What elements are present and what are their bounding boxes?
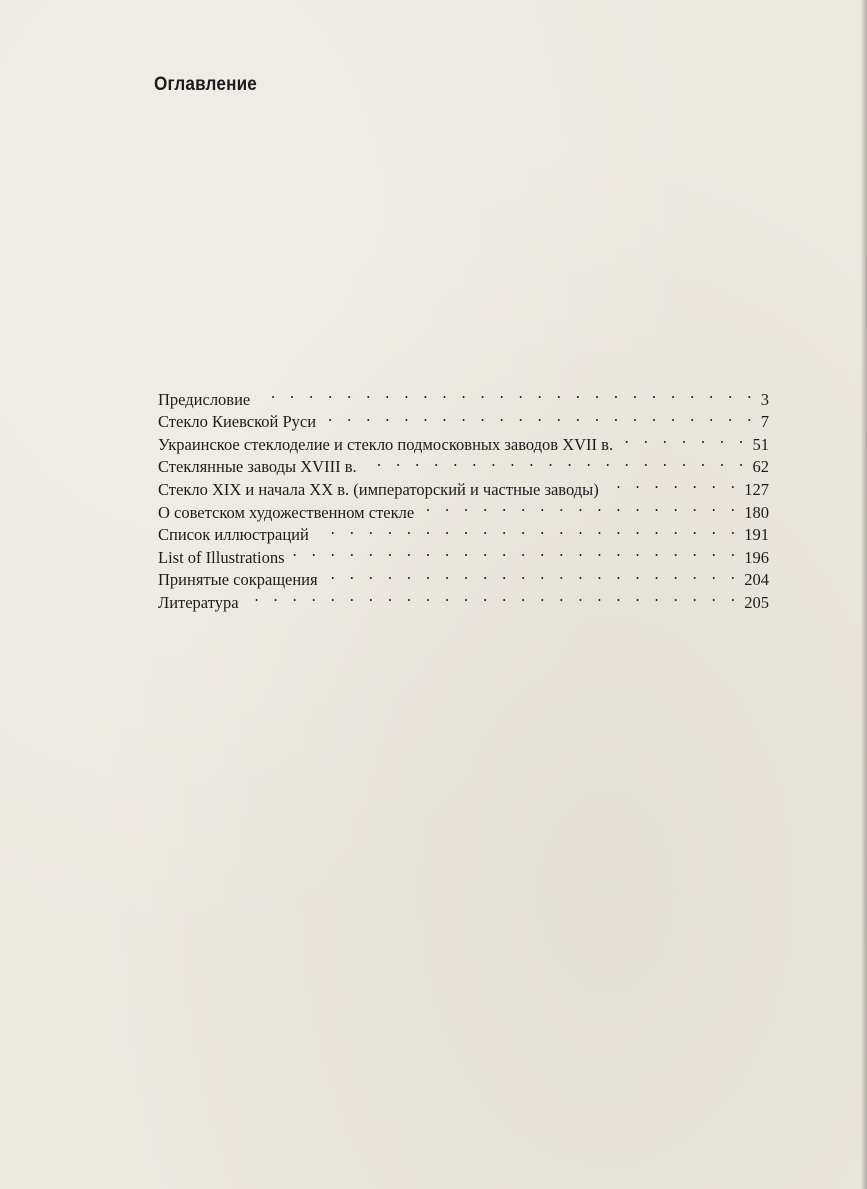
toc-entry-title: Стекло XIX и начала XX в. (императорский и частные заводы) <box>158 479 599 499</box>
toc-dot-leader <box>619 427 748 450</box>
toc-entry-preface <box>158 382 769 409</box>
toc-dot-leader <box>363 450 749 473</box>
toc-dot-leader <box>291 540 741 563</box>
toc-entry-title: Предисловие <box>158 389 251 409</box>
toc-entry-page: 180 <box>744 502 769 522</box>
toc-dot-leader <box>315 518 740 541</box>
toc-entry-title: Украинское стеклоделие и стекло подмосковных заводов XVII в. <box>158 434 614 454</box>
toc-entry-title: Стекло Киевской Руси <box>158 412 317 432</box>
toc-entry-page: 127 <box>744 479 769 499</box>
toc-entry-literature <box>158 585 769 612</box>
toc-entry-page: 204 <box>744 570 769 590</box>
toc-entry-title: Стеклянные заводы XVIII в. <box>158 457 357 477</box>
page-title: Оглавление <box>154 74 257 95</box>
toc-dot-leader <box>324 563 741 586</box>
toc-dot-leader <box>322 405 757 428</box>
toc-entry-page: 51 <box>752 434 769 454</box>
toc-entry-title: О советском художественном стекле <box>158 502 415 522</box>
toc-entry-title: Литература <box>158 592 239 612</box>
toc-dot-leader <box>605 472 741 495</box>
toc-dot-leader <box>245 585 741 608</box>
table-of-contents <box>158 382 769 612</box>
toc-dot-leader <box>420 495 740 518</box>
toc-entry-page: 7 <box>760 412 769 432</box>
toc-entry-page: 196 <box>744 547 769 567</box>
toc-dot-leader <box>256 382 757 405</box>
toc-entry-page: 205 <box>744 592 769 612</box>
toc-entry-title: Список иллюстраций <box>158 525 309 545</box>
toc-entry-page: 62 <box>752 457 769 477</box>
toc-entry-page: 191 <box>744 525 769 545</box>
toc-entry-title: Принятые сокращения <box>158 570 318 590</box>
page-edge-shadow <box>861 0 867 1189</box>
toc-entry-page: 3 <box>760 389 769 409</box>
toc-entry-title: List of Illustrations <box>158 547 285 567</box>
